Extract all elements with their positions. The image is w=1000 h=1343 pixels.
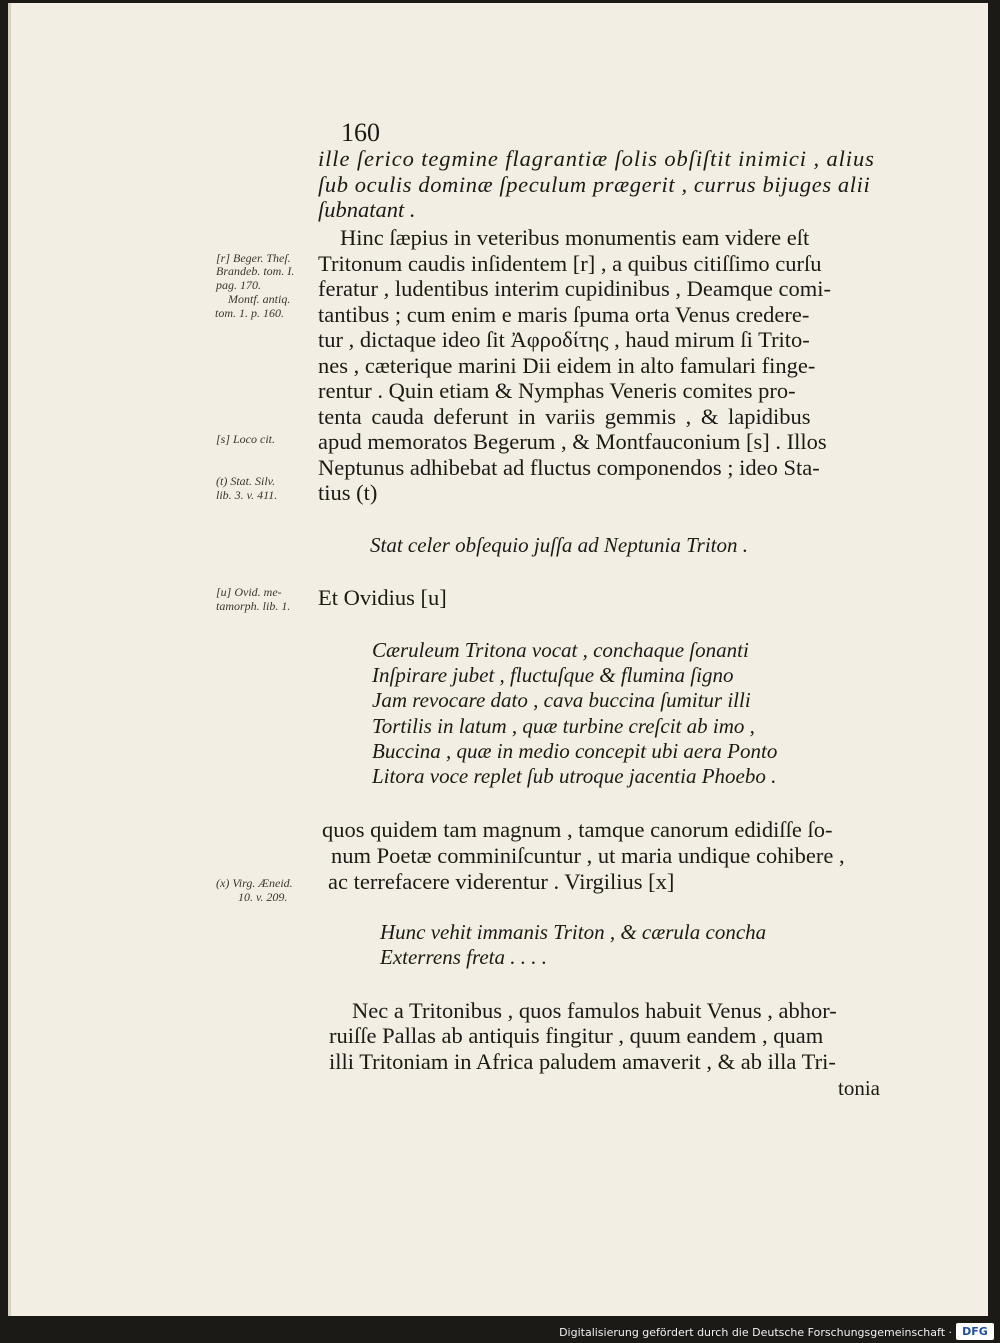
ovid-verse: Litora voce replet ſub utroque jacentia Phoebo . bbox=[372, 764, 777, 788]
body-line: feratur , ludentibus interim cupidinibus , Deamque comi- bbox=[318, 276, 831, 301]
body-line: quos quidem tam magnum , tamque canorum edidiſſe ſo- bbox=[322, 817, 833, 842]
margin-note-x: (x) Virg. Æneid. bbox=[216, 876, 293, 890]
margin-note-u: [u] Ovid. me- bbox=[216, 585, 282, 599]
margin-note-t: lib. 3. v. 411. bbox=[216, 488, 278, 502]
margin-note-r: [r] Beger. Theſ. bbox=[216, 251, 291, 265]
page-number: 160 bbox=[341, 118, 380, 147]
margin-note-r: pag. 170. bbox=[216, 278, 261, 292]
body-line: apud memoratos Begerum , & Montfauconium [s] . Illos bbox=[318, 429, 827, 454]
margin-note-r: tom. 1. p. 160. bbox=[215, 306, 284, 320]
ovid-verse: Inſpirare jubet , fluctuſque & flumina ſigno bbox=[372, 663, 734, 687]
et-ovidius-line: Et Ovidius [u] bbox=[318, 585, 447, 610]
body-line: ruiſſe Pallas ab antiquis fingitur , quum eandem , quam bbox=[329, 1023, 824, 1048]
body-line: tur , dictaque ideo ſit Ἀφροδίτης , haud mirum ſi Trito- bbox=[318, 327, 810, 352]
ovid-verse: Buccina , quæ in medio concepit ubi aera Ponto bbox=[372, 739, 778, 763]
catchword: tonia bbox=[838, 1076, 880, 1100]
quote-statius: Stat celer obſequio juſſa ad Neptunia Triton . bbox=[370, 533, 748, 557]
margin-note-s: [s] Loco cit. bbox=[216, 432, 276, 446]
body-line: Nec a Tritonibus , quos famulos habuit Venus , abhor- bbox=[352, 998, 837, 1023]
funding-credit: Digitalisierung gefördert durch die Deutsche Forschungsgemeinschaft · bbox=[559, 1326, 952, 1339]
virgil-verse: Exterrens freta . . . . bbox=[380, 945, 547, 969]
body-line: Tritonum caudis inſidentem [r] , a quibus citiſſimo curſu bbox=[318, 251, 822, 276]
body-line: num Poetæ comminiſcuntur , ut maria undique cohibere , bbox=[331, 843, 845, 868]
body-line: ille ſerico tegmine flagrantiæ ſolis obſiſtit inimici , alius bbox=[318, 146, 875, 171]
body-line: ſubnatant . bbox=[318, 197, 416, 222]
body-line: Neptunus adhibebat ad fluctus componendos ; ideo Sta- bbox=[318, 455, 820, 480]
body-line: ſub oculis dominæ ſpeculum prægerit , currus bijuges alii bbox=[318, 172, 871, 197]
ovid-verse: Cæruleum Tritona vocat , conchaque ſonanti bbox=[372, 638, 749, 662]
margin-note-t: (t) Stat. Silv. bbox=[216, 474, 276, 488]
body-line: tenta cauda deferunt in variis gemmis , & lapidibus bbox=[318, 404, 811, 429]
body-line: tantibus ; cum enim e maris ſpuma orta Venus credere- bbox=[318, 302, 810, 327]
body-line: ac terrefacere viderentur . Virgilius [x] bbox=[328, 869, 675, 894]
ovid-verse: Tortilis in latum , quæ turbine creſcit ab imo , bbox=[372, 714, 755, 738]
page-edge bbox=[8, 3, 11, 1316]
margin-note-r: Montf. antiq. bbox=[228, 292, 291, 306]
margin-note-r: Brandeb. tom. I. bbox=[216, 264, 295, 278]
body-line: illi Tritoniam in Africa paludem amaverit , & ab illa Tri- bbox=[329, 1049, 836, 1074]
margin-note-u: tamorph. lib. 1. bbox=[216, 599, 291, 613]
margin-note-x: 10. v. 209. bbox=[238, 890, 288, 904]
body-line: rentur . Quin etiam & Nymphas Veneris comites pro- bbox=[318, 378, 796, 403]
body-line: tius (t) bbox=[318, 480, 378, 505]
body-line: Hinc ſæpius in veteribus monumentis eam videre eſt bbox=[340, 225, 810, 250]
ovid-verse: Jam revocare dato , cava buccina ſumitur illi bbox=[372, 688, 751, 712]
virgil-verse: Hunc vehit immanis Triton , & cærula concha bbox=[380, 920, 767, 944]
dfg-logo-icon: DFG bbox=[956, 1323, 994, 1340]
body-line: nes , cæterique marini Dii eidem in alto famulari finge- bbox=[318, 353, 816, 378]
